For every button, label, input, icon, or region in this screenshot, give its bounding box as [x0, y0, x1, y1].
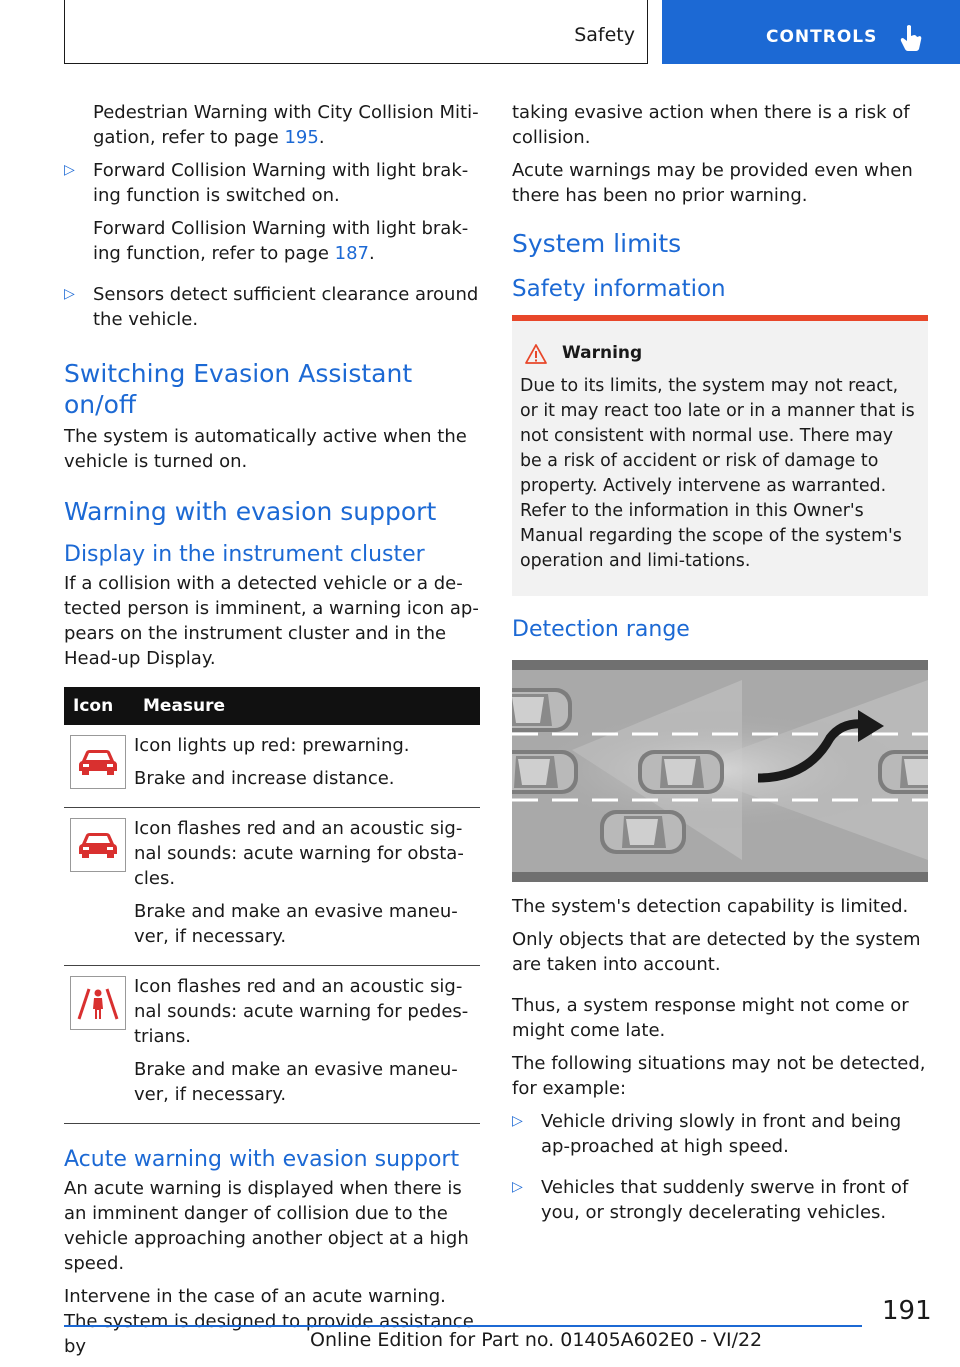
list-item-subtext-body: Forward Collision Warning with light brak-ing function, refer to page	[93, 218, 469, 264]
pedestrian-warning-icon	[70, 976, 126, 1030]
page-number: 191	[882, 1296, 932, 1326]
right-column	[512, 100, 928, 1241]
measure-text: Brake and increase distance.	[134, 768, 395, 789]
footer-rule	[64, 1325, 862, 1327]
triangle-bullet-icon: ▷	[64, 162, 75, 178]
footer-edition: Online Edition for Part no. 01405A602E0 - VI/22	[310, 1329, 763, 1351]
measure-text: Icon lights up red: prewarning.	[134, 735, 410, 756]
heading-system-limits: System limits	[512, 229, 682, 258]
list-item	[512, 1175, 928, 1233]
heading-safety-information: Safety information	[512, 276, 726, 302]
paragraph-acute-2: Intervene in the case of an acute warning. The system is designed to provide assistance by	[64, 1286, 474, 1357]
pointing-hand-icon	[900, 24, 922, 56]
list-item	[64, 158, 480, 274]
list-item	[64, 282, 480, 340]
warning-title: Warning	[562, 343, 643, 363]
header-section-box	[64, 0, 648, 64]
car-warning-icon	[70, 818, 126, 872]
heading-detection-range: Detection range	[512, 617, 690, 642]
list-item-text: Vehicles that suddenly swerve in front of you, or strongly decelerating vehicles.	[541, 1177, 909, 1223]
table-row	[64, 808, 480, 966]
page-link-195[interactable]: 195	[284, 127, 319, 148]
list-item-text: Vehicle driving slowly in front and being ap-proached at high speed.	[541, 1111, 902, 1157]
list-item-text: Forward Collision Warning with light brak-ing function is switched on.	[93, 160, 469, 206]
triangle-bullet-icon: ▷	[512, 1179, 523, 1195]
warning-text: Due to its limits, the system may not react, or it may react too late or in a manner that is not consistent with normal use. There may be a risk of accident or risk of damage to property. Actively intervene as warranted. Refer to the information in this Owner's Manual regarding the scope of the system's operation and limi-tations.	[520, 376, 915, 571]
triangle-bullet-icon: ▷	[64, 286, 75, 302]
paragraph-display: If a collision with a detected vehicle or a de-tected person is imminent, a warning icon ap-pears on the instrument cluster and in the Head-up Display.	[64, 573, 479, 669]
car-warning-icon	[70, 735, 126, 789]
paragraph-only-detected: Only objects that are detected by the system are taken into account.	[512, 929, 921, 975]
chapter-tab-label: CONTROLS	[766, 27, 878, 47]
paragraph-following-situations: The following situations may not be detected, for example:	[512, 1053, 926, 1099]
measure-text: Icon flashes red and an acoustic sig-nal sounds: acute warning for pedes-trians.	[134, 976, 469, 1047]
continued-text: Pedestrian Warning with City Collision Miti-gation, refer to page	[93, 102, 479, 148]
paragraph-switching: The system is automatically active when the vehicle is turned on.	[64, 426, 467, 472]
heading-acute-warning: Acute warning with evasion support	[64, 1147, 460, 1172]
measure-text: Brake and make an evasive maneu-ver, if necessary.	[134, 1059, 458, 1105]
chapter-tab[interactable]	[662, 0, 960, 64]
continued-paragraph: Pedestrian Warning with City Collision Miti-gation, refer to page 195.	[93, 102, 479, 148]
table-header-measure: Measure	[134, 687, 480, 725]
heading-warning-evasion: Warning with evasion support	[64, 497, 437, 526]
paragraph-might-not-come: Thus, a system response might not come or might come late.	[512, 995, 909, 1041]
paragraph-no-prior-warning: Acute warnings may be provided even when there has been no prior warning.	[512, 160, 913, 206]
paragraph-capability-limited: The system's detection capability is limited.	[512, 896, 909, 917]
header-section-title: Safety	[574, 24, 635, 46]
heading-display-cluster: Display in the instrument cluster	[64, 542, 425, 567]
list-item-subtext: Forward Collision Warning with light brak-ing function, refer to page 187.	[93, 218, 469, 264]
paragraph-acute-1: An acute warning is displayed when there is an imminent danger of collision due to the vehicle approaching another object at a high speed.	[64, 1178, 469, 1274]
warning-header	[524, 341, 920, 366]
measure-text: Icon flashes red and an acoustic sig-nal sounds: acute warning for obsta-cles.	[134, 818, 464, 889]
left-column	[64, 100, 480, 1367]
list-item-text: Sensors detect sufficient clearance around the vehicle.	[93, 284, 479, 330]
warning-box	[512, 315, 928, 596]
warning-triangle-icon	[524, 343, 548, 365]
list-item	[512, 1109, 928, 1167]
page-link-187[interactable]: 187	[334, 243, 369, 264]
table-row	[64, 966, 480, 1124]
table-header-icon: Icon	[64, 687, 134, 725]
measure-text: Brake and make an evasive maneu-ver, if necessary.	[134, 901, 458, 947]
table-row	[64, 725, 480, 808]
heading-switching: Switching Evasion Assistant on/off	[64, 359, 413, 419]
triangle-bullet-icon: ▷	[512, 1113, 523, 1129]
detection-range-diagram	[512, 660, 928, 882]
measures-table	[64, 687, 480, 1124]
paragraph-continued: taking evasive action when there is a risk of collision.	[512, 102, 910, 148]
